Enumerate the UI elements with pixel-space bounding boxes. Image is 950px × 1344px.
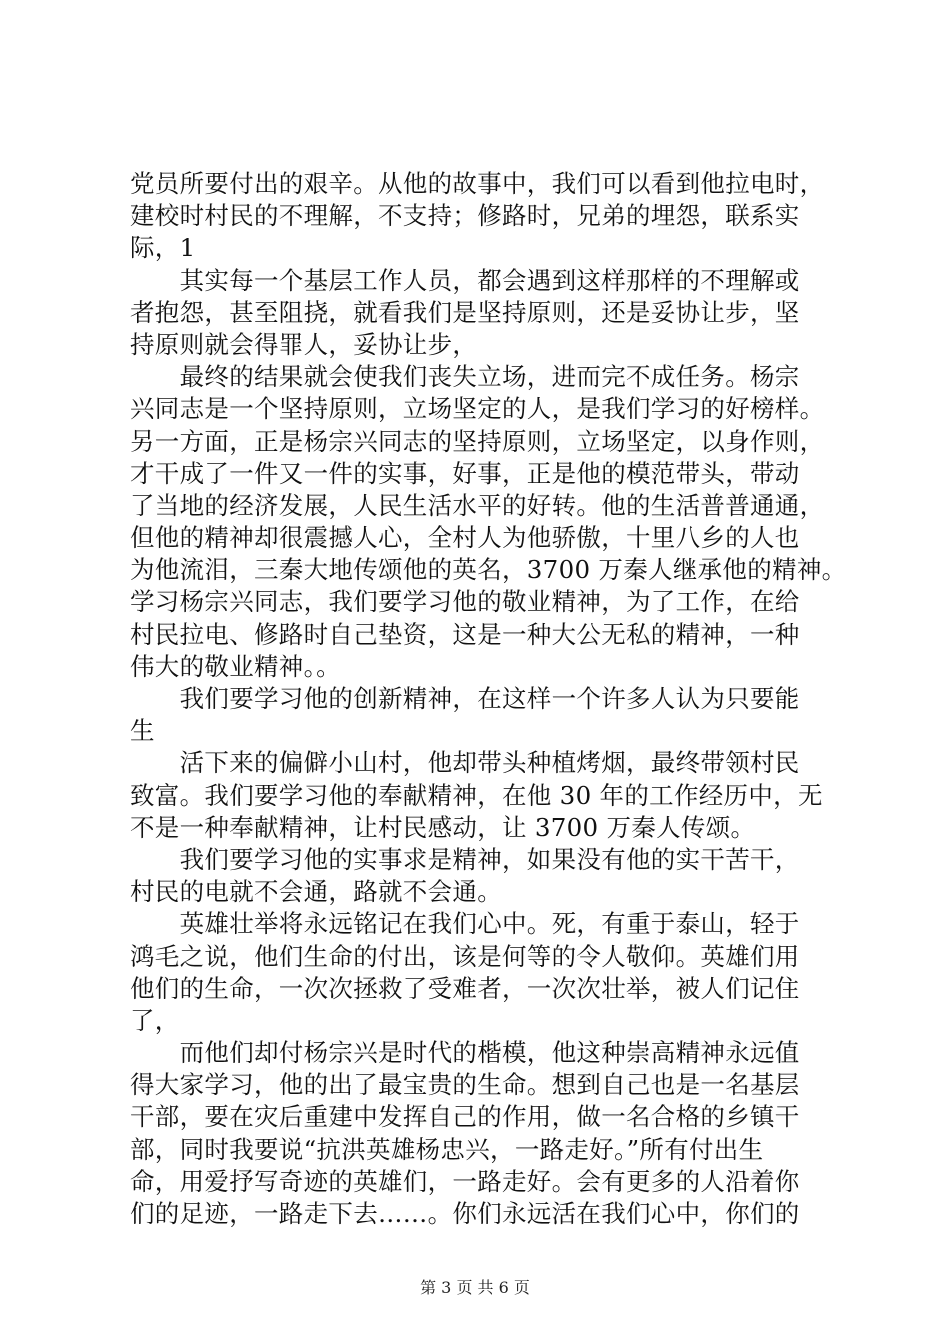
text-line: 而他们却付杨宗兴是时代的楷模，他这种崇高精神永远值 — [130, 1038, 800, 1068]
text-line: 致富。我们要学习他的奉献精神，在他 30 年的工作经历中，无 — [130, 780, 823, 810]
text-line: 村民的电就不会通，路就不会通。 — [130, 877, 502, 907]
text-line: 党员所要付出的艰辛。从他的故事中，我们可以看到他拉电时， — [130, 169, 825, 198]
text-line: 活下来的偏僻小山村，他却带头种植烤烟，最终带领村民 — [130, 748, 800, 778]
page-number-label: 第 3 页 共 6 页 — [420, 1278, 530, 1297]
page-footer — [0, 1275, 950, 1298]
text-line: 兴同志是一个坚持原则，立场坚定的人，是我们学习的好榜样。 — [130, 394, 825, 424]
document-body — [130, 168, 847, 1230]
text-line: 了， — [130, 1005, 180, 1035]
text-line: 鸿毛之说，他们生命的付出，该是何等的令人敬仰。英雄们用 — [130, 941, 800, 971]
text-line: 者抱怨，甚至阻挠，就看我们是坚持原则，还是妥协让步，坚 — [130, 297, 800, 327]
text-line: 学习杨宗兴同志，我们要学习他的敬业精神，为了工作，在给 — [130, 587, 800, 617]
text-line: 际，1 — [130, 233, 196, 263]
text-line: 村民拉电、修路时自己垫资，这是一种大公无私的精神，一种 — [130, 619, 800, 649]
text-line: 伟大的敬业精神。。 — [130, 651, 341, 681]
text-line: 我们要学习他的实事求是精神，如果没有他的实干苦干， — [130, 844, 800, 874]
text-line: 才干成了一件又一件的实事，好事，正是他的模范带头，带动 — [130, 458, 800, 488]
text-line: 干部，要在灾后重建中发挥自己的作用，做一名合格的乡镇干 — [130, 1102, 800, 1132]
text-line: 其实每一个基层工作人员，都会遇到这样那样的不理解或 — [130, 265, 800, 295]
text-line: 们的足迹，一路走下去……。你们永远活在我们心中，你们的 — [130, 1199, 800, 1228]
text-line: 了当地的经济发展，人民生活水平的好转。他的生活普普通通， — [130, 490, 825, 520]
text-line: 持原则就会得罪人，妥协让步， — [130, 329, 478, 359]
text-line: 为他流泪，三秦大地传颂他的英名，3700 万秦人继承他的精神。 — [130, 555, 847, 585]
text-line: 英雄壮举将永远铭记在我们心中。死，有重于泰山，轻于 — [130, 909, 800, 939]
text-line: 部，同时我要说“抗洪英雄杨忠兴，一路走好。”所有付出生 — [130, 1134, 764, 1164]
text-line: 建校时村民的不理解，不支持；修路时，兄弟的埋怨，联系实 — [130, 201, 800, 231]
text-line: 我们要学习他的创新精神，在这样一个许多人认为只要能 — [130, 684, 800, 713]
text-line: 他们的生命，一次次拯救了受难者，一次次壮举，被人们记住 — [130, 973, 800, 1003]
text-line: 另一方面，正是杨宗兴同志的坚持原则，立场坚定，以身作则， — [130, 426, 825, 456]
text-line: 得大家学习，他的出了最宝贵的生命。想到自己也是一名基层 — [130, 1070, 800, 1100]
text-line: 命，用爱抒写奇迹的英雄们，一路走好。会有更多的人沿着你 — [130, 1166, 800, 1196]
text-line: 但他的精神却很震撼人心，全村人为他骄傲，十里八乡的人也 — [130, 523, 800, 553]
text-line: 不是一种奉献精神，让村民感动，让 3700 万秦人传颂。 — [130, 812, 756, 842]
text-line: 生 — [130, 716, 155, 746]
text-line: 最终的结果就会使我们丧失立场，进而完不成任务。杨宗 — [130, 362, 800, 392]
